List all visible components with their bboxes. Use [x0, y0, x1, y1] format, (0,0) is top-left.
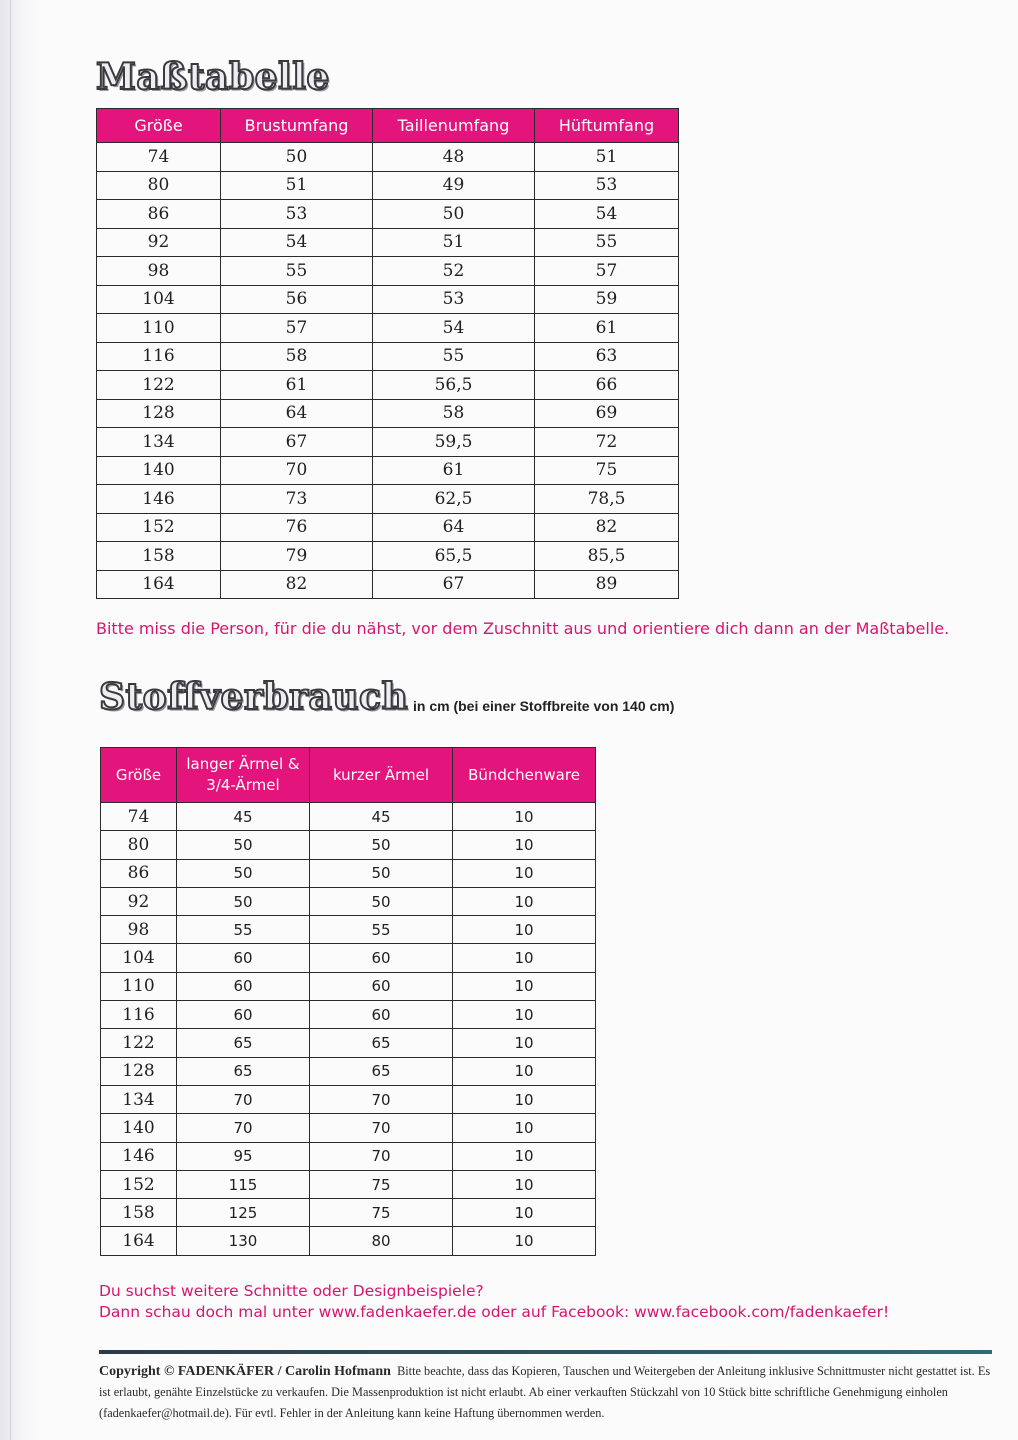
table-cell: 76	[221, 513, 373, 542]
table-cell: 146	[101, 1142, 177, 1170]
table-row	[101, 972, 596, 1000]
table-cell: 55	[221, 257, 373, 286]
table-row	[101, 1085, 596, 1113]
column-header: Größe	[97, 109, 221, 143]
table-cell: 58	[373, 399, 535, 428]
table-cell: 10	[453, 859, 596, 887]
table-cell: 98	[101, 916, 177, 944]
table-cell: 75	[310, 1199, 453, 1227]
table-cell: 50	[177, 831, 310, 859]
table-row	[101, 831, 596, 859]
table-cell: 110	[97, 314, 221, 343]
table-cell: 50	[310, 859, 453, 887]
table-row	[97, 570, 679, 599]
table-cell: 78,5	[535, 485, 679, 514]
table-cell: 60	[310, 1001, 453, 1029]
table-row	[101, 944, 596, 972]
table-row	[97, 399, 679, 428]
copyright-notice	[99, 1361, 994, 1424]
table-cell: 67	[221, 428, 373, 457]
table-row	[101, 859, 596, 887]
table-cell: 152	[101, 1170, 177, 1198]
table-cell: 122	[101, 1029, 177, 1057]
table-cell: 49	[373, 171, 535, 200]
table-cell: 65	[310, 1057, 453, 1085]
table-cell: 64	[373, 513, 535, 542]
table-cell: 53	[535, 171, 679, 200]
table-cell: 10	[453, 944, 596, 972]
table-cell: 50	[310, 887, 453, 915]
table-cell: 70	[177, 1085, 310, 1113]
table-row	[97, 428, 679, 457]
page-edge-line	[10, 0, 11, 1440]
table-cell: 158	[97, 542, 221, 571]
table-cell: 55	[373, 342, 535, 371]
sizing-table-header-row	[97, 109, 679, 143]
table-cell: 50	[177, 859, 310, 887]
footer-note-line1: Du suchst weitere Schnitte oder Designbeispiele?	[99, 1282, 484, 1300]
table-cell: 140	[97, 456, 221, 485]
table-cell: 55	[310, 916, 453, 944]
table-cell: 152	[97, 513, 221, 542]
table-cell: 53	[373, 285, 535, 314]
page-edge-shadow	[0, 0, 40, 1440]
column-header: Bündchenware	[453, 748, 596, 803]
table-cell: 74	[97, 143, 221, 172]
table-cell: 10	[453, 803, 596, 831]
table-row	[97, 342, 679, 371]
table-cell: 125	[177, 1199, 310, 1227]
table-cell: 62,5	[373, 485, 535, 514]
table-cell: 74	[101, 803, 177, 831]
table-cell: 60	[310, 972, 453, 1000]
table-cell: 57	[535, 257, 679, 286]
table-cell: 140	[101, 1114, 177, 1142]
table-row	[101, 887, 596, 915]
table-cell: 51	[221, 171, 373, 200]
table-cell: 60	[310, 944, 453, 972]
copyright-text: Bitte beachte, dass das Kopieren, Tauschen und Weitergeben der Anleitung inklusive Schnittmuster nicht gestattet ist. Es ist erlaubt, genähte Einzelstücke zu verkaufen. Die Massenproduktion ist nicht erlaubt. Ab einer verkauften Stückzahl von 10 Stück bitte schriftliche Genehmigung einholen (fadenkaefer@hotmail.de). Für evtl. Fehler in der Anleitung kann keine Haftung übernommen werden.	[99, 1364, 991, 1420]
table-cell: 60	[177, 944, 310, 972]
table-cell: 116	[97, 342, 221, 371]
table-cell: 86	[101, 859, 177, 887]
table-cell: 56	[221, 285, 373, 314]
table-row	[97, 171, 679, 200]
table-cell: 65,5	[373, 542, 535, 571]
table-row	[97, 456, 679, 485]
table-cell: 10	[453, 1142, 596, 1170]
table-cell: 54	[221, 228, 373, 257]
table-row	[101, 1029, 596, 1057]
fabric-table-title: Stoffverbrauch	[99, 676, 409, 718]
table-cell: 73	[221, 485, 373, 514]
table-row	[101, 1001, 596, 1029]
table-cell: 164	[101, 1227, 177, 1255]
table-cell: 60	[177, 1001, 310, 1029]
table-cell: 134	[97, 428, 221, 457]
table-cell: 55	[535, 228, 679, 257]
table-cell: 59,5	[373, 428, 535, 457]
table-cell: 104	[97, 285, 221, 314]
table-cell: 53	[221, 200, 373, 229]
table-row	[101, 1114, 596, 1142]
table-row	[97, 371, 679, 400]
table-row	[97, 513, 679, 542]
table-cell: 52	[373, 257, 535, 286]
table-cell: 70	[177, 1114, 310, 1142]
table-cell: 72	[535, 428, 679, 457]
table-cell: 80	[101, 831, 177, 859]
table-cell: 85,5	[535, 542, 679, 571]
footer-note-line2: Dann schau doch mal unter www.fadenkaefer.de oder auf Facebook: www.facebook.com/fadenkaefer!	[99, 1303, 890, 1321]
table-cell: 80	[97, 171, 221, 200]
table-cell: 104	[101, 944, 177, 972]
table-cell: 50	[221, 143, 373, 172]
table-cell: 80	[310, 1227, 453, 1255]
table-cell: 65	[177, 1057, 310, 1085]
sizing-table-title: Maßtabelle	[96, 56, 330, 98]
table-cell: 164	[97, 570, 221, 599]
table-row	[97, 257, 679, 286]
table-cell: 61	[373, 456, 535, 485]
table-row	[101, 1170, 596, 1198]
table-cell: 110	[101, 972, 177, 1000]
table-cell: 58	[221, 342, 373, 371]
table-cell: 10	[453, 1170, 596, 1198]
table-cell: 10	[453, 916, 596, 944]
table-cell: 128	[101, 1057, 177, 1085]
table-cell: 10	[453, 1199, 596, 1227]
table-row	[97, 200, 679, 229]
table-row	[97, 285, 679, 314]
table-cell: 134	[101, 1085, 177, 1113]
table-cell: 146	[97, 485, 221, 514]
table-cell: 92	[97, 228, 221, 257]
table-cell: 67	[373, 570, 535, 599]
table-cell: 10	[453, 887, 596, 915]
table-cell: 54	[373, 314, 535, 343]
table-row	[101, 916, 596, 944]
table-cell: 70	[310, 1142, 453, 1170]
table-row	[97, 228, 679, 257]
table-cell: 10	[453, 1227, 596, 1255]
table-cell: 69	[535, 399, 679, 428]
table-cell: 98	[97, 257, 221, 286]
table-cell: 10	[453, 1001, 596, 1029]
table-cell: 45	[310, 803, 453, 831]
table-cell: 10	[453, 972, 596, 1000]
copyright-holder: Copyright © FADENKÄFER / Carolin Hofmann	[99, 1364, 391, 1379]
table-cell: 10	[453, 1114, 596, 1142]
table-cell: 50	[373, 200, 535, 229]
table-cell: 51	[373, 228, 535, 257]
table-cell: 59	[535, 285, 679, 314]
table-cell: 86	[97, 200, 221, 229]
table-row	[97, 485, 679, 514]
table-row	[101, 1057, 596, 1085]
table-cell: 128	[97, 399, 221, 428]
table-cell: 56,5	[373, 371, 535, 400]
table-cell: 95	[177, 1142, 310, 1170]
fabric-table-header-row	[101, 748, 596, 803]
table-row	[97, 143, 679, 172]
fabric-table	[100, 747, 596, 1256]
table-cell: 82	[535, 513, 679, 542]
table-cell: 158	[101, 1199, 177, 1227]
table-cell: 75	[310, 1170, 453, 1198]
fabric-table-subtitle: in cm (bei einer Stoffbreite von 140 cm)	[413, 698, 675, 714]
table-cell: 50	[177, 887, 310, 915]
column-header: kurzer Ärmel	[310, 748, 453, 803]
sizing-table	[96, 108, 679, 599]
table-cell: 116	[101, 1001, 177, 1029]
table-cell: 10	[453, 1085, 596, 1113]
table-row	[97, 314, 679, 343]
table-cell: 115	[177, 1170, 310, 1198]
table-cell: 10	[453, 831, 596, 859]
table-row	[101, 1199, 596, 1227]
table-cell: 57	[221, 314, 373, 343]
table-cell: 54	[535, 200, 679, 229]
table-cell: 65	[310, 1029, 453, 1057]
column-header: Taillenumfang	[373, 109, 535, 143]
table-cell: 82	[221, 570, 373, 599]
table-cell: 61	[535, 314, 679, 343]
measure-hint: Bitte miss die Person, für die du nähst, vor dem Zuschnitt aus und orientiere dich dann an der Maßtabelle.	[96, 619, 950, 638]
table-cell: 79	[221, 542, 373, 571]
table-row	[101, 1227, 596, 1255]
table-row	[97, 542, 679, 571]
table-cell: 70	[221, 456, 373, 485]
table-cell: 92	[101, 887, 177, 915]
table-cell: 89	[535, 570, 679, 599]
table-cell: 64	[221, 399, 373, 428]
table-cell: 55	[177, 916, 310, 944]
table-cell: 63	[535, 342, 679, 371]
table-cell: 122	[97, 371, 221, 400]
table-cell: 65	[177, 1029, 310, 1057]
table-cell: 10	[453, 1057, 596, 1085]
table-cell: 45	[177, 803, 310, 831]
table-cell: 51	[535, 143, 679, 172]
column-header: Brustumfang	[221, 109, 373, 143]
table-row	[101, 1142, 596, 1170]
column-header: Größe	[101, 748, 177, 803]
table-cell: 10	[453, 1029, 596, 1057]
column-header: Hüftumfang	[535, 109, 679, 143]
table-row	[101, 803, 596, 831]
table-cell: 61	[221, 371, 373, 400]
table-cell: 70	[310, 1085, 453, 1113]
footer-divider	[99, 1350, 992, 1354]
table-cell: 48	[373, 143, 535, 172]
table-cell: 130	[177, 1227, 310, 1255]
table-cell: 70	[310, 1114, 453, 1142]
table-cell: 66	[535, 371, 679, 400]
column-header: langer Ärmel & 3/4-Ärmel	[177, 748, 310, 803]
table-cell: 50	[310, 831, 453, 859]
table-cell: 75	[535, 456, 679, 485]
table-cell: 60	[177, 972, 310, 1000]
